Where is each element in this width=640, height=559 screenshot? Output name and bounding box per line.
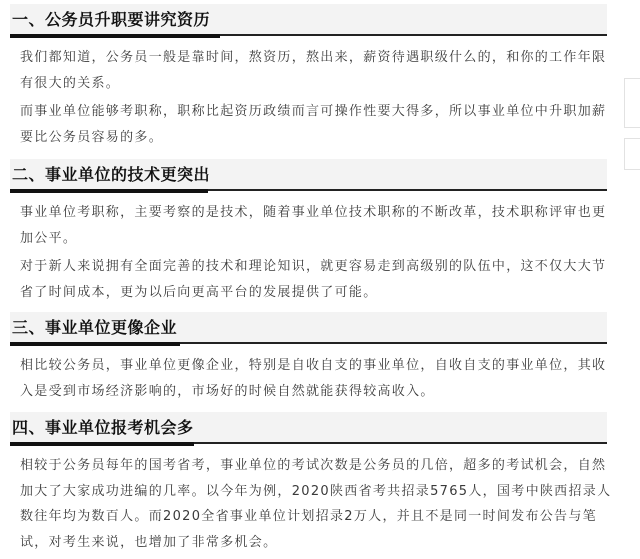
heading-underline xyxy=(10,34,220,38)
section-heading-text: 三、事业单位更像企业 xyxy=(12,318,178,337)
paragraph: 相较于公务员每年的国考省考，事业单位的考试次数是公务员的几倍，超多的考试机会，自然加大了大家成功进编的几率。以今年为例，2020陕西省考共招录5765人，国考中陕西招录人数往年均为数百人。而2020全省事业单位计划招录2万人，并且不是同一时间发布公告与笔试，对考生来说，也增加了非常多机会。 xyxy=(20,458,612,550)
heading-underline xyxy=(10,342,180,346)
section-heading-text: 一、公务员升职要讲究资历 xyxy=(12,10,211,29)
section-heading-text: 四、事业单位报考机会多 xyxy=(12,418,194,437)
section-heading-2 xyxy=(10,159,607,191)
paragraph: 事业单位考职称，主要考察的是技术，随着事业单位技术职称的不断改革，技术职称评审也更加公平。 xyxy=(20,205,607,246)
heading-underline xyxy=(10,442,194,446)
side-widget[interactable] xyxy=(624,138,640,170)
paragraph: 而事业单位能够考职称，职称比起资历政绩而言可操作性要大得多，所以事业单位中升职加薪要比公务员容易的多。 xyxy=(20,104,607,145)
side-widget[interactable] xyxy=(624,78,640,128)
paragraph: 我们都知道，公务员一般是靠时间，熬资历，熬出来，薪资待遇职级什么的，和你的工作年限有很大的关系。 xyxy=(20,50,607,91)
section-heading-4 xyxy=(10,412,607,444)
paragraph: 对于新人来说拥有全面完善的技术和理论知识，就更容易走到高级别的队伍中，这不仅大大节省了时间成本，更为以后向更高平台的发展提供了可能。 xyxy=(20,259,607,300)
section-heading-text: 二、事业单位的技术更突出 xyxy=(12,165,211,184)
section-heading-1 xyxy=(10,4,607,36)
paragraph: 相比较公务员，事业单位更像企业，特别是自收自支的事业单位，自收自支的事业单位，其收入是受到市场经济影响的，市场好的时候自然就能获得较高收入。 xyxy=(20,358,607,399)
heading-underline xyxy=(10,189,208,193)
section-heading-3 xyxy=(10,312,607,344)
